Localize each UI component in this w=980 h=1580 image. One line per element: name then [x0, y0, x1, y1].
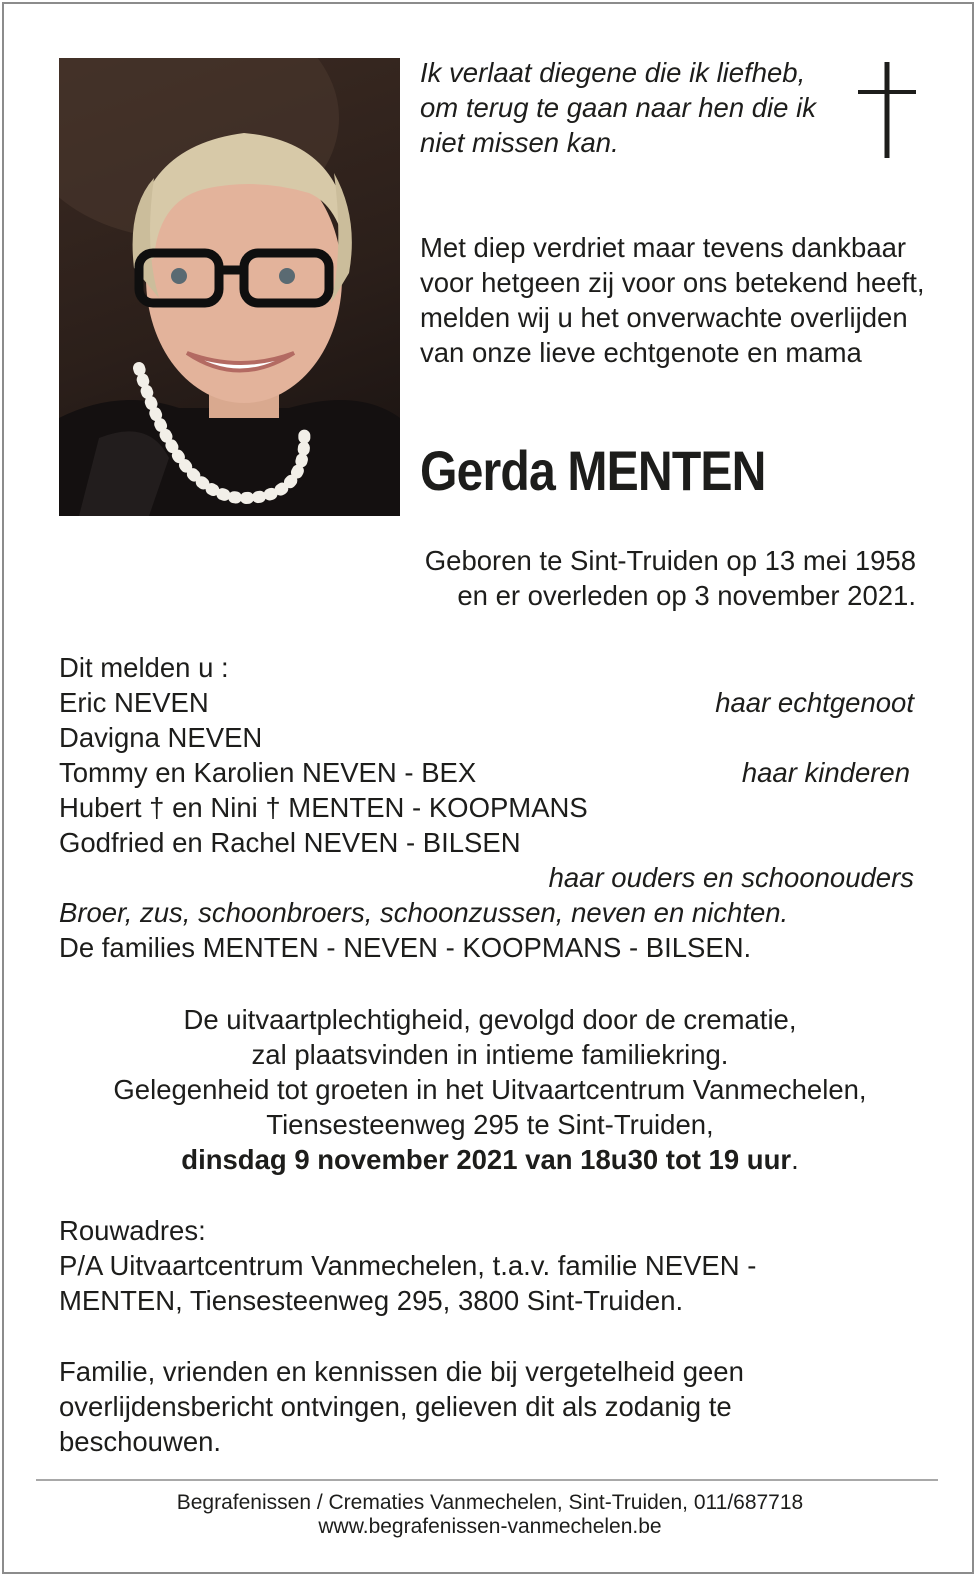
- families-line: De families MENTEN - NEVEN - KOOPMANS - BILSEN.: [59, 932, 752, 963]
- notice-text: Familie, vrienden en kennissen die bij vergetelheid geen overlijdensbericht ontvingen, gelieven dit als zodanig te beschouwen.: [59, 1356, 744, 1457]
- spouse-name: Eric NEVEN: [59, 687, 209, 718]
- family-row-children: [59, 755, 914, 790]
- ceremony-line: De uitvaartplechtigheid, gevolgd door de crematie,: [183, 1004, 797, 1035]
- family-row-spouse: [59, 685, 914, 720]
- footer: [0, 1491, 980, 1539]
- parents-names: Hubert † en Nini † MENTEN - KOOPMANS: [59, 792, 588, 823]
- parents-role: haar ouders en schoonouders: [548, 862, 914, 893]
- deceased-name: Gerda MENTEN: [420, 439, 766, 502]
- portrait-illustration: [59, 58, 400, 516]
- birth-line: Geboren te Sint-Truiden op 13 mei 1958: [424, 545, 916, 576]
- spouse-role: haar echtgenoot: [715, 687, 914, 718]
- ceremony-line: Gelegenheid tot groeten in het Uitvaartcentrum Vanmechelen,: [113, 1074, 867, 1105]
- ceremony-datetime-line: [30, 1142, 950, 1177]
- child-name: Tommy en Karolien NEVEN - BEX: [59, 757, 477, 788]
- ceremony-line: Tiensesteenweg 295 te Sint-Truiden,: [266, 1109, 714, 1140]
- death-line: en er overleden op 3 november 2021.: [457, 580, 916, 611]
- mourning-address: [59, 1213, 859, 1318]
- ceremony-datetime: dinsdag 9 november 2021 van 18u30 tot 19 uur: [181, 1144, 792, 1175]
- family-list: [59, 650, 914, 965]
- child-name: Davigna NEVEN: [59, 722, 263, 753]
- portrait-photo: [59, 58, 400, 516]
- funeral-home-website[interactable]: www.begrafenissen-vanmechelen.be: [318, 1515, 662, 1538]
- parents-in-law-names: Godfried en Rachel NEVEN - BILSEN: [59, 827, 521, 858]
- footer-divider: [36, 1479, 938, 1481]
- funeral-home-line: Begrafenissen / Crematies Vanmechelen, Sint-Truiden, 011/687718: [176, 1491, 804, 1514]
- children-role: haar kinderen: [741, 757, 910, 788]
- ceremony-datetime-period: .: [791, 1144, 799, 1175]
- address-heading: Rouwadres:: [59, 1215, 206, 1246]
- announcement-text: Met diep verdriet maar tevens dankbaar voor hetgeen zij voor ons betekend heeft, melden wij u het onverwachte overlijden van onze lieve echtgenote en mama: [420, 232, 925, 368]
- family-heading: Dit melden u :: [59, 652, 229, 683]
- ceremony-info: [30, 1002, 950, 1177]
- address-text: P/A Uitvaartcentrum Vanmechelen, t.a.v. familie NEVEN - MENTEN, Tiensesteenweg 295, 3800 Sint-Truiden.: [59, 1250, 757, 1316]
- memorial-quote: Ik verlaat diegene die ik liefheb, om terug te gaan naar hen die ik niet missen kan.: [420, 57, 816, 158]
- cross-icon: [858, 62, 916, 158]
- relatives-line: Broer, zus, schoonbroers, schoonzussen, neven en nichten.: [59, 897, 789, 928]
- ceremony-line: zal plaatsvinden in intieme familiekring.: [251, 1039, 729, 1070]
- life-dates: [425, 543, 916, 613]
